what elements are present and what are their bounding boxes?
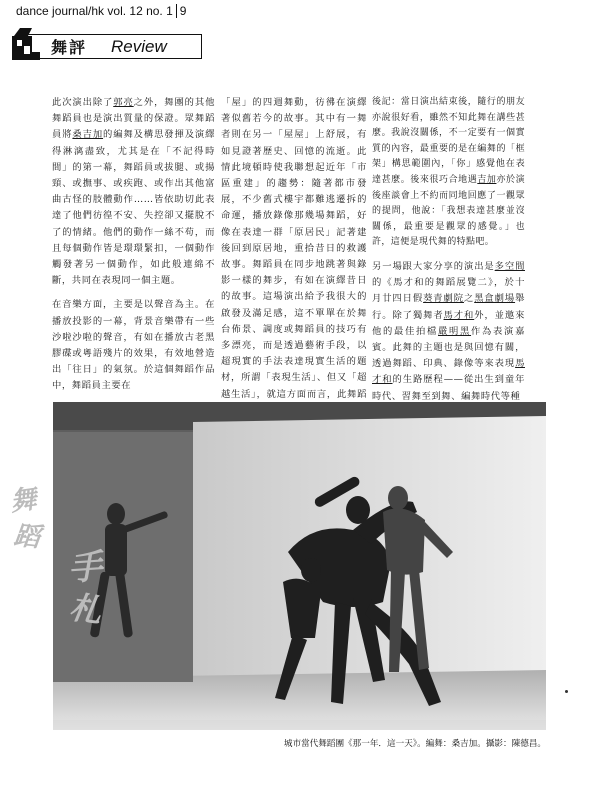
underlined-name: 嚴明黑 [438,325,472,337]
text-run: 另一場跟大家分享的演出是 [372,260,495,272]
section-band [16,34,202,59]
text-run: 亦於演後座談會上不約而同地回應了一觀眾的提問，他說：「我想表達甚麼並沒關係，最重要是觀眾的感覺。」也許，這便是現代舞的特點吧。 [372,174,525,248]
paragraph [372,259,525,405]
paragraph: 在音樂方面，主要是以聲音為主。在播放投影的一幕，背景音樂帶有一些沙啦沙啦的聲音，有如在播放古老黑膠碟或粵語殘片的效果，有效地營造出「往日」的氣氛。於這個舞蹈作品中，舞蹈員主要在 [52,299,215,392]
text-run: 後記：當日演出結束後，隨行的朋友亦說很好看，雖然不知此舞在講些甚麼。我說沒關係，不一定要有一個實質的內容，最重要的是在編舞的「框架」構思範圍內，「你」感覺他在表達甚麼。後來很巧合地遇 [372,97,525,185]
calligraphy-character: 蹈 [12,520,42,554]
text-run: 之 [463,293,475,305]
text-run: 的《馬才和的舞蹈展覽二》，於十月廿四日假 [372,277,525,305]
text-run: 外，並邀來他的最佳拍檔 [372,309,525,337]
text-run: 舉行。除了獨舞者 [372,293,525,321]
stage-scene-illustration [53,402,546,730]
section-title-zh: 舞評 [51,38,88,57]
underlined-name: 郭亮 [113,97,134,108]
text-run: 之外，舞團的其他舞蹈員也是演出質量的保證。眾舞蹈員將 [52,97,215,141]
paragraph: 「屋」的四週舞動，彷彿在演繹著似舊若今的故事。其中有一舞者則在另一「屋屋」上舒展，有如見證著歷史、回憶的流逝。此情此境頓時使我聯想起近年「市區重建」的趨勢：隨著都市發展，不少舊式樓宇都難逃遷拆的命運，播放錄像那幾場舞蹈，好像在表達一群「原居民」記著建後回到原居地，重拾昔日的救護故事。舞蹈員在同步地跳著與錄影一樣的舞步，有如在演繹昔日的故事。這場演出給予我很大的啟發及滿足感，這不單單在於舞台佈景、調度或舞蹈員的技巧有多漂亮，而是透過藝術手段，以超現實的手法表達現實生活的題材，所謂「表現生活」、但又「超越生活」，就這方面而言，此舞蹈 [221,97,367,400]
underlined-name: 吉加 [477,174,497,185]
paragraph [52,95,215,289]
text-run: 此次演出除了 [52,97,114,108]
postscript-paragraph [372,95,525,251]
page-dot-mark [565,690,568,693]
dance-performance-photo [53,402,546,730]
underlined-name: 葵青劇院 [423,293,464,305]
calligraphy-character: 札 [67,587,105,631]
section-title-en: Review [111,36,167,56]
page-number: 9 [176,4,187,18]
photo-caption: 城市當代舞蹈團《那一年．這一天》。編舞：桑吉加。攝影：陳德昌。 [283,739,546,749]
journal-name: dance journal/hk vol. 12 no. 1 [16,4,173,18]
underlined-name: 桑吉加 [72,129,104,141]
underlined-name: 馬才和 [372,358,525,386]
article-column-3 [372,95,525,413]
underlined-name: 黑盒劇場 [474,293,516,305]
text-run: 的編舞及構思發揮及演繹得淋漓盡致，尤其是在「不記得時間」的第一幕，舞蹈員或拔腿、或揚頸、或撫事、或疾跑、或作出其他富曲古怪的肢體動作……皆依助切此表達了他們彷徨不安、失控卻又擺脫不了的情緒。他們的動作一絲不苟，而且每個動作皆是環環緊扣，一個動作觸發著另一個動作，如此般連綿不斷，共同在表現同一個主題。 [52,129,215,287]
underlined-name: 馬才和 [443,309,475,321]
side-calligraphy-column [10,480,120,660]
calligraphy-character: 舞 [8,484,39,518]
underlined-name: 多空間 [494,260,525,272]
article-column-2 [221,95,367,427]
calligraphy-character: 手 [66,546,104,590]
journal-header [16,4,186,18]
text-run: 的生路歷程——從出生到童年時代、習舞至到舞、編舞時代等種 [372,374,525,402]
text-run: 作為表演嘉賓。此舞的主題也是與回憶有關，透過舞蹈、印典、錄像等來表現 [372,325,525,370]
article-column-1 [52,95,215,403]
